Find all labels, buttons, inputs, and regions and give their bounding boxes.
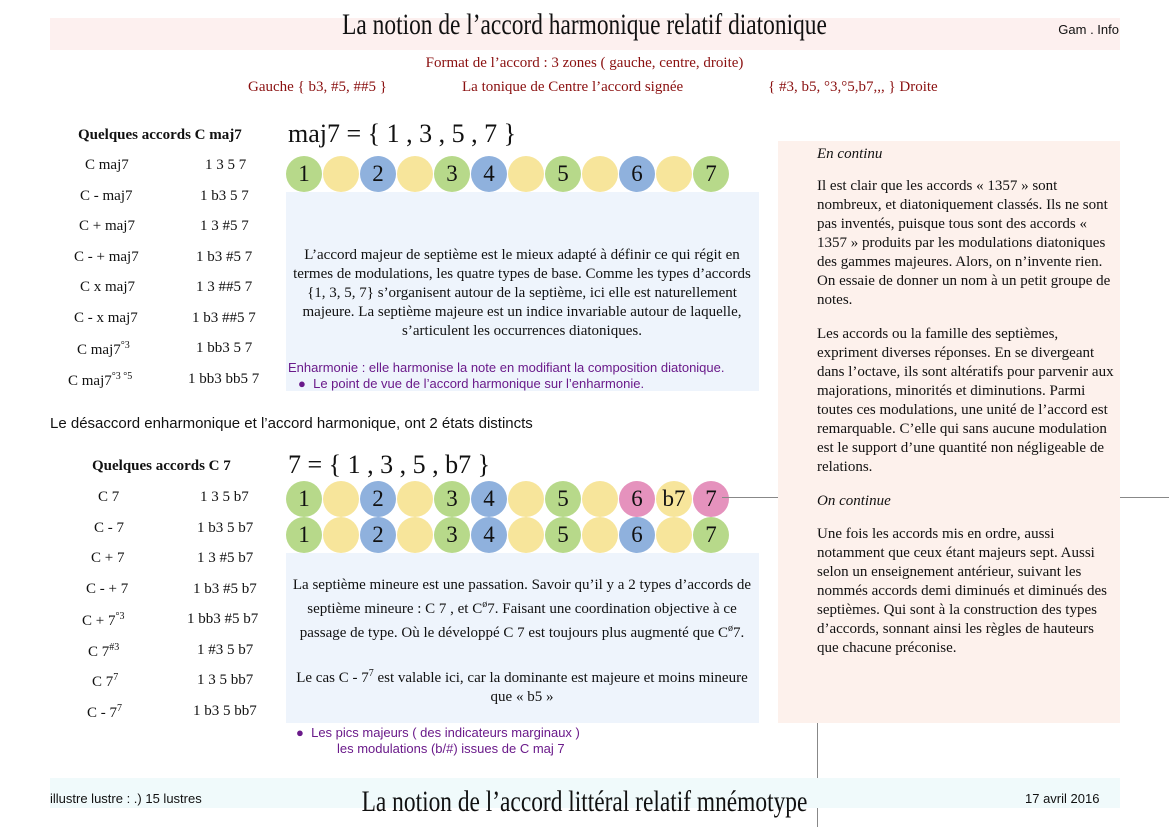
chord-notes: 1 b3 5 bb7: [193, 702, 257, 719]
chord-name: [88, 642, 119, 661]
chord-name-text: C + 7: [82, 613, 116, 629]
chord-notes: 1 3 ##5 7: [196, 279, 253, 295]
chord-name: [91, 550, 124, 567]
chord-notes: 1 3 5 7: [205, 157, 247, 173]
section2-circle-row-bottom: [286, 517, 730, 553]
section2-p1-b: 7. Faisant une coordination objective à ce passage de type. Où le développé C 7 est toujours plus augmenté que C: [299, 601, 737, 641]
section2-p1-c: 7.: [733, 625, 745, 641]
note-circle: [656, 517, 692, 553]
note-circle: [397, 156, 433, 192]
note-circle: [508, 481, 544, 517]
section2-p1-sup2: ø: [728, 623, 733, 634]
note-circle: 2: [360, 156, 396, 192]
chord-name: [74, 249, 139, 266]
bullet-icon: ●: [296, 725, 304, 740]
section1-formula: maj7 = { 1 , 3 , 5 , 7 }: [288, 119, 517, 148]
chord-name: [85, 157, 129, 174]
chord-notes: 1 #3 5 b7: [197, 641, 254, 658]
note-circle: 4: [471, 517, 507, 553]
zone-right: { #3, b5, °3,°5,b7,,, } Droite: [768, 79, 938, 95]
note-circle: [323, 481, 359, 517]
zone-left: Gauche { b3, #5, ##5 }: [248, 79, 387, 95]
note-circle: [323, 156, 359, 192]
format-line: Format de l’accord : 3 zones ( gauche, centre, droite): [425, 55, 744, 71]
chord-name: [94, 520, 124, 537]
section1-paragraph: L’accord majeur de septième est le mieux adapté à définir ce qui régit en termes de modulations, les quatre types de base. Comme les types d’accords {1, 3, 5, 7} s’organisent autour de la septième, ici elle est naturellement majeure. La septième majeure est un indice invariable autour de laquelle, s’articulent les occurrences diatoniques.: [293, 247, 751, 339]
chord-notes: 1 b3 ##5 7: [192, 309, 256, 326]
note-circle: 6: [619, 156, 655, 192]
chord-notes: 1 bb3 #5 b7: [187, 611, 259, 627]
chord-name: [82, 611, 124, 630]
chord-name: [68, 371, 132, 390]
chord-name-text: C maj7: [77, 342, 121, 358]
section2-paragraph2: [288, 664, 756, 707]
chord-name: [98, 489, 119, 506]
zone-center: La tonique de Centre l’accord signée: [462, 79, 684, 95]
chord-superscript: °3 °5: [111, 370, 133, 382]
note-circle: 1: [286, 156, 322, 192]
section1-circle-row: [286, 156, 730, 192]
bullet-icon: ●: [298, 376, 306, 391]
connector-line-right: [1120, 497, 1169, 498]
disaccord-line: Le désaccord enharmonique et l’accord harmonique, ont 2 états distincts: [50, 415, 533, 432]
footer-date: 17 avril 2016: [1025, 791, 1100, 806]
chord-name: [74, 310, 138, 327]
chord-notes: 1 b3 #5 b7: [193, 580, 257, 597]
note-circle: 4: [471, 156, 507, 192]
section2-note2: les modulations (b/#) issues de C maj 7: [337, 741, 565, 756]
chord-superscript: #3: [109, 641, 120, 653]
note-circle: [397, 481, 433, 517]
chord-notes: 1 3 #5 7: [200, 218, 249, 234]
chord-name: [77, 340, 130, 359]
chord-name-text: C - + 7: [86, 580, 129, 597]
right-paragraph2: Les accords ou la famille des septièmes, expriment diverses réponses. En se divergeant dans l’octave, ils sont altératifs pour parvenir aux majorations, minorités et diminutions. Parmi toutes ces modulations, une unité de l’accord est remarquable. C’elle qui sans aucune modulation est le support d’une quantité non négligeable de relations.: [817, 326, 1114, 475]
note-circle: 4: [471, 481, 507, 517]
section2-heading: Quelques accords C 7: [92, 458, 231, 474]
section2-formula: 7 = { 1 , 3 , 5 , b7 }: [288, 450, 491, 479]
chord-name-text: C 7: [98, 489, 120, 505]
brand-label: Gam . Info: [1058, 22, 1119, 37]
chord-name: [80, 188, 133, 205]
note-circle: 5: [545, 156, 581, 192]
connector-line: [722, 497, 778, 498]
right-paragraph3: Une fois les accords mis en ordre, aussi notamment que ceux étant majeurs sept. Aussi selon un enseignement antérieur, suivant les nommés accords demi diminués et diminués des septièmes. Qui sont à la construction des types d’accords, sonnant ainsi les règles de hauteurs que chacune préconise.: [817, 526, 1107, 656]
note-circle: 5: [545, 481, 581, 517]
note-circle: 7: [693, 481, 729, 517]
footer-title: La notion de l’accord littéral relatif mnémotype: [361, 785, 808, 818]
note-circle: 3: [434, 481, 470, 517]
chord-superscript: 7: [117, 702, 122, 714]
note-circle: b7: [656, 481, 692, 517]
footer-left: illustre lustre : .) 15 lustres: [50, 791, 202, 806]
note-circle: 3: [434, 517, 470, 553]
section2-paragraph1: [288, 576, 756, 643]
chord-name-text: C + 7: [91, 550, 125, 566]
section2-p1-a: La septième mineure est une passation. Savoir qu’il y a 2 types d’accords de septième mineure : C 7 , et C: [292, 577, 752, 617]
note-circle: 2: [360, 517, 396, 553]
section1-note2-text: Le point de vue de l’accord harmonique sur l’enharmonie.: [313, 376, 645, 391]
chord-name: [86, 581, 128, 598]
chord-superscript: 7: [113, 672, 119, 683]
section2-note1-text: Les pics majeurs ( des indicateurs marginaux ): [311, 725, 580, 740]
chord-name-text: C - x maj7: [74, 309, 138, 326]
section2-circle-row-top: [286, 481, 730, 517]
note-circle: [508, 156, 544, 192]
chord-name-text: C - 7: [87, 704, 117, 721]
chord-name-text: C - + maj7: [74, 248, 139, 265]
chord-notes: 1 bb3 5 7: [196, 340, 253, 356]
chord-name-text: C + maj7: [79, 218, 135, 234]
chord-name: [79, 218, 135, 235]
note-circle: [397, 517, 433, 553]
section1-heading: Quelques accords C maj7: [78, 127, 242, 143]
chord-superscript: °3: [115, 611, 125, 622]
chord-name: [80, 279, 135, 296]
note-circle: [508, 517, 544, 553]
chord-name-text: C maj7: [68, 372, 112, 389]
chord-name-text: C 7: [92, 674, 114, 690]
note-circle: [582, 481, 618, 517]
note-circle: [582, 517, 618, 553]
chord-notes: 1 b3 5 7: [200, 187, 249, 204]
note-circle: 3: [434, 156, 470, 192]
section2-p2-sup: 7: [368, 668, 374, 679]
section2-p2-a: Le cas C - 7: [296, 670, 369, 686]
chord-notes: 1 b3 5 b7: [197, 519, 254, 536]
note-circle: 6: [619, 481, 655, 517]
chord-superscript: °3: [120, 340, 130, 351]
section2-p2-b: est valable ici, car la dominante est majeure et moins mineure que « b5 »: [377, 670, 748, 705]
note-circle: 1: [286, 517, 322, 553]
section2-p1-sup1: ø: [482, 599, 488, 610]
note-circle: 7: [693, 517, 729, 553]
note-circle: 2: [360, 481, 396, 517]
right-heading2: On continue: [817, 493, 891, 509]
chord-name-text: C - maj7: [80, 187, 133, 204]
section1-note1: Enharmonie : elle harmonise la note en modifiant la composition diatonique.: [288, 360, 725, 375]
note-circle: [582, 156, 618, 192]
note-circle: 6: [619, 517, 655, 553]
section2-note1: [296, 725, 580, 740]
right-heading1: En continu: [817, 146, 883, 162]
note-circle: 7: [693, 156, 729, 192]
section1-note2: [298, 376, 644, 391]
chord-name-text: C maj7: [85, 157, 129, 173]
chord-notes: 1 3 #5 b7: [197, 550, 254, 566]
chord-name-text: C - 7: [94, 519, 124, 536]
chord-notes: 1 3 5 b7: [200, 489, 249, 505]
note-circle: 5: [545, 517, 581, 553]
chord-name: [87, 703, 122, 722]
right-paragraph1: Il est clair que les accords « 1357 » sont nombreux, et diatoniquement classés. Ils ne sont pas inventés, puisque tous sont des accords « 1357 » produits par les modulations diatoniques des gammes majeures. Alors, on n’invente rien. On essaie de donner un nom à un petit groupe de notes.: [817, 178, 1111, 308]
page-title: La notion de l’accord harmonique relatif diatonique: [342, 8, 827, 41]
chord-name-text: C x maj7: [80, 279, 135, 295]
chord-notes: 1 bb3 bb5 7: [188, 370, 260, 387]
chord-notes: 1 3 5 bb7: [197, 672, 254, 688]
chord-name-text: C 7: [88, 643, 110, 660]
note-circle: [656, 156, 692, 192]
note-circle: 1: [286, 481, 322, 517]
chord-notes: 1 b3 #5 7: [196, 248, 253, 265]
note-circle: [323, 517, 359, 553]
chord-name: [92, 672, 118, 691]
